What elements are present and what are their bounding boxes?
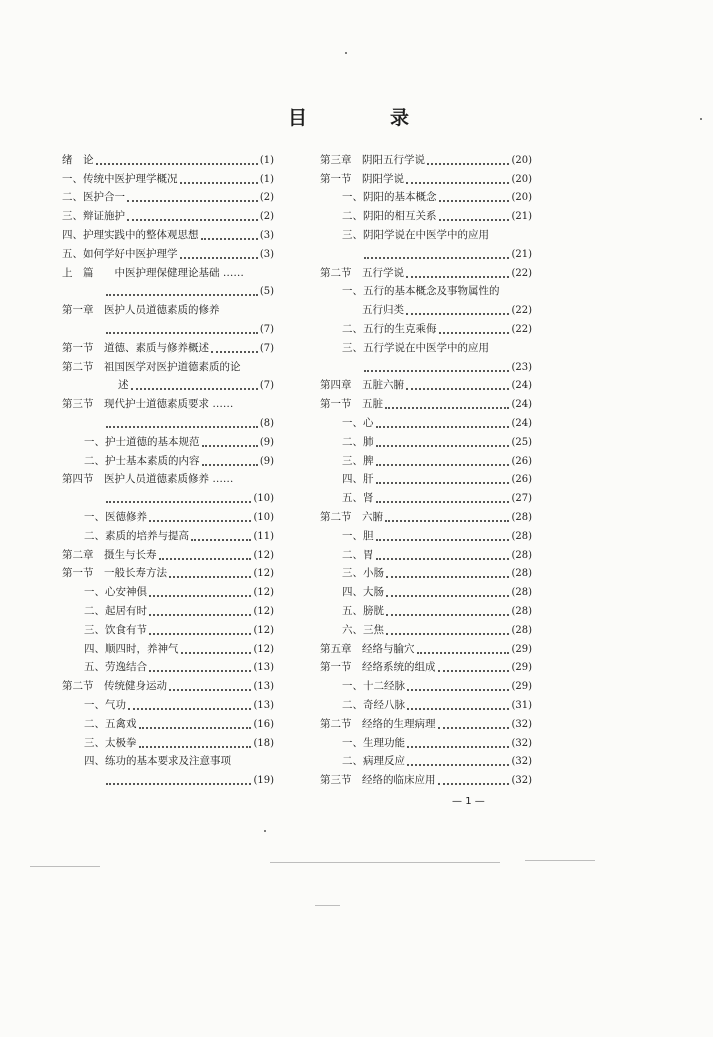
toc-entry-page: (22) xyxy=(511,267,532,279)
toc-entry-page: (13) xyxy=(253,662,274,674)
toc-entry-page: (32) xyxy=(511,718,532,730)
toc-entry-page: (13) xyxy=(253,681,274,693)
toc-entry-label: 三、五行学说在中医学中的应用 xyxy=(342,341,489,354)
dot-leader xyxy=(376,501,510,503)
dot-leader xyxy=(364,370,509,372)
toc-entry xyxy=(320,167,532,186)
toc-entry xyxy=(320,637,532,656)
dot-leader xyxy=(149,633,251,635)
dot-leader xyxy=(439,219,510,221)
toc-entry xyxy=(62,486,274,505)
toc-entry xyxy=(320,768,532,787)
dot-leader xyxy=(180,182,258,184)
toc-entry xyxy=(320,317,532,336)
toc-entry-label: 一、心 xyxy=(342,416,374,429)
toc-entry-label: 三、小肠 xyxy=(342,567,384,580)
toc-entry xyxy=(320,562,532,581)
toc-entry xyxy=(320,731,532,750)
dot-leader xyxy=(406,276,509,278)
toc-entry-label: 二、五禽戏 xyxy=(84,717,137,730)
toc-entry-page: (19) xyxy=(253,775,274,787)
toc-entry-page: (20) xyxy=(511,192,532,204)
toc-entry-page: (22) xyxy=(511,305,532,317)
toc-entry-label: 第一章 医护人员道德素质的修养 xyxy=(62,304,220,317)
toc-entry xyxy=(62,580,274,599)
dot-leader xyxy=(386,595,509,597)
toc-entry-page: (20) xyxy=(511,154,532,166)
toc-entry-page: (9) xyxy=(259,455,274,467)
toc-entry xyxy=(320,599,532,618)
toc-entry-label: 五、膀胱 xyxy=(342,604,384,617)
toc-entry-label: 第二节 祖国医学对医护道德素质的论 xyxy=(62,360,241,373)
toc-entry xyxy=(62,411,274,430)
toc-entry xyxy=(320,411,532,430)
toc-entry-page: (28) xyxy=(511,624,532,636)
toc-entry-label: 绪 论 xyxy=(62,153,94,166)
dot-leader xyxy=(169,576,251,578)
toc-entry-label: 五、肾 xyxy=(342,492,374,505)
dot-leader xyxy=(106,501,251,503)
dot-leader xyxy=(106,426,258,428)
dot-leader xyxy=(406,182,509,184)
dot-leader xyxy=(106,783,251,785)
toc-entry xyxy=(320,204,532,223)
toc-entry-page: (32) xyxy=(511,775,532,787)
toc-entry xyxy=(320,355,532,374)
toc-entry-page: (18) xyxy=(253,737,274,749)
toc-entry xyxy=(62,712,274,731)
toc-entry-label: 五、劳逸结合 xyxy=(84,661,147,674)
toc-entry xyxy=(62,505,274,524)
toc-entry-label: 第三节 现代护士道德素质要求 …… xyxy=(62,398,234,411)
toc-entry-page: (10) xyxy=(253,493,274,505)
toc-entry-label: 一、气功 xyxy=(84,698,126,711)
toc-entry-page: (5) xyxy=(259,286,274,298)
toc-entry-page: (25) xyxy=(511,436,532,448)
toc-entry xyxy=(62,599,274,618)
dot-leader xyxy=(106,332,258,334)
toc-entry xyxy=(320,148,532,167)
dot-leader xyxy=(407,764,509,766)
toc-entry xyxy=(62,543,274,562)
toc-entry xyxy=(320,430,532,449)
scan-speck xyxy=(700,118,702,120)
toc-entry xyxy=(62,674,274,693)
toc-entry-page: (11) xyxy=(253,530,274,542)
toc-entry xyxy=(62,167,274,186)
toc-entry xyxy=(62,618,274,637)
toc-entry-page: (12) xyxy=(253,605,274,617)
toc-entry xyxy=(62,430,274,449)
toc-entry-page: (3) xyxy=(259,229,274,241)
toc-entry xyxy=(62,204,274,223)
toc-entry-page: (12) xyxy=(253,587,274,599)
toc-entry-label: 第一节 一般长寿方法 xyxy=(62,567,167,580)
toc-entry-label: 第一节 道德、素质与修养概述 xyxy=(62,341,209,354)
toc-entry xyxy=(62,468,274,487)
toc-entry xyxy=(62,637,274,656)
toc-entry xyxy=(320,524,532,543)
toc-entry-label: 一、护士道德的基本规范 xyxy=(84,435,200,448)
toc-entry-label: 二、奇经八脉 xyxy=(342,698,405,711)
toc-entry-page: (12) xyxy=(253,643,274,655)
toc-entry xyxy=(320,449,532,468)
toc-entry-page: (2) xyxy=(259,192,274,204)
toc-entry-label: 第四章 五脏六腑 xyxy=(320,379,404,392)
toc-entry-page: (7) xyxy=(259,342,274,354)
dot-leader xyxy=(376,558,510,560)
toc-entry-label: 三、太极拳 xyxy=(84,736,137,749)
toc-entry-label: 二、肺 xyxy=(342,435,374,448)
toc-entry-page: (1) xyxy=(259,154,274,166)
toc-entry-label: 第三节 经络的临床应用 xyxy=(320,774,436,787)
scan-line xyxy=(30,866,100,867)
toc-entry-label: 一、医德修养 xyxy=(84,510,147,523)
toc-entry-page: (24) xyxy=(511,417,532,429)
toc-entry-label: 第二节 六腑 xyxy=(320,510,383,523)
toc-entry xyxy=(62,280,274,299)
dot-leader xyxy=(139,727,252,729)
toc-entry-page: (12) xyxy=(253,549,274,561)
toc-entry-label: 一、阴阳的基本概念 xyxy=(342,191,437,204)
dot-leader xyxy=(169,689,251,691)
dot-leader xyxy=(202,445,258,447)
toc-entry xyxy=(320,580,532,599)
toc-entry-label: 六、三焦 xyxy=(342,623,384,636)
dot-leader xyxy=(438,783,510,785)
toc-entry-label: 二、素质的培养与提高 xyxy=(84,529,189,542)
toc-entry-page: (24) xyxy=(511,399,532,411)
toc-entry-page: (12) xyxy=(253,568,274,580)
toc-entry xyxy=(62,656,274,675)
toc-entry-page: (29) xyxy=(511,662,532,674)
toc-entry-page: (7) xyxy=(259,323,274,335)
dot-leader xyxy=(417,652,510,654)
toc-entry-page: (28) xyxy=(511,549,532,561)
toc-entry xyxy=(62,186,274,205)
toc-entry-page: (2) xyxy=(259,211,274,223)
toc-entry-page: (13) xyxy=(253,699,274,711)
toc-entry xyxy=(62,223,274,242)
dot-leader xyxy=(407,708,509,710)
toc-entry xyxy=(62,355,274,374)
toc-entry-page: (24) xyxy=(511,380,532,392)
dot-leader xyxy=(128,708,251,710)
toc-entry-page: (26) xyxy=(511,474,532,486)
dot-leader xyxy=(139,746,252,748)
toc-entry-page: (16) xyxy=(253,718,274,730)
dot-leader xyxy=(376,482,510,484)
toc-entry xyxy=(62,562,274,581)
toc-entry-label: 二、胃 xyxy=(342,548,374,561)
dot-leader xyxy=(376,445,510,447)
toc-entry-label: 五、如何学好中医护理学 xyxy=(62,247,178,260)
toc-entry-label: 述 xyxy=(118,379,129,392)
toc-entry xyxy=(62,374,274,393)
scan-line xyxy=(525,860,595,861)
toc-entry xyxy=(320,374,532,393)
dot-leader xyxy=(386,614,509,616)
toc-entry xyxy=(62,317,274,336)
toc-entry-label: 一、五行的基本概念及事物属性的 xyxy=(342,285,500,298)
toc-entry-label: 二、护士基本素质的内容 xyxy=(84,454,200,467)
toc-entry-label: 第二节 经络的生理病理 xyxy=(320,717,436,730)
toc-right-column xyxy=(320,148,532,787)
toc-entry xyxy=(62,693,274,712)
toc-entry xyxy=(62,242,274,261)
toc-entry xyxy=(62,524,274,543)
dot-leader xyxy=(131,388,258,390)
dot-leader xyxy=(106,294,258,296)
toc-entry-page: (28) xyxy=(511,587,532,599)
toc-entry-label: 第一节 阴阳学说 xyxy=(320,172,404,185)
toc-entry xyxy=(320,242,532,261)
toc-entry xyxy=(320,750,532,769)
toc-entry-label: 上 篇 中医护理保健理论基础 …… xyxy=(62,266,244,279)
scan-line xyxy=(315,905,340,906)
dot-leader xyxy=(127,219,258,221)
toc-entry-page: (28) xyxy=(511,568,532,580)
toc-entry-page: (22) xyxy=(511,323,532,335)
toc-entry-label: 四、护理实践中的整体观思想 xyxy=(62,228,199,241)
toc-entry-page: (23) xyxy=(511,361,532,373)
dot-leader xyxy=(439,200,510,202)
toc-entry-label: 第二章 摄生与长寿 xyxy=(62,548,157,561)
toc-entry-label: 二、起居有时 xyxy=(84,604,147,617)
toc-entry xyxy=(62,392,274,411)
toc-entry xyxy=(62,750,274,769)
dot-leader xyxy=(376,464,510,466)
toc-entry-label: 一、十二经脉 xyxy=(342,680,405,693)
toc-entry-label: 一、传统中医护理学概况 xyxy=(62,172,178,185)
toc-entry xyxy=(62,449,274,468)
toc-entry-page: (9) xyxy=(259,436,274,448)
toc-entry-label: 第一节 经络系统的组成 xyxy=(320,661,436,674)
dot-leader xyxy=(127,200,258,202)
toc-entry-label: 第三章 阴阳五行学说 xyxy=(320,153,425,166)
dot-leader xyxy=(149,670,251,672)
toc-entry-page: (28) xyxy=(511,511,532,523)
toc-entry-label: 三、辩证施护 xyxy=(62,210,125,223)
dot-leader xyxy=(407,746,509,748)
dot-leader xyxy=(407,689,509,691)
toc-entry-page: (12) xyxy=(253,624,274,636)
toc-entry xyxy=(320,656,532,675)
toc-entry-page: (32) xyxy=(511,756,532,768)
toc-entry-page: (20) xyxy=(511,173,532,185)
toc-entry xyxy=(320,486,532,505)
toc-entry-label: 二、病理反应 xyxy=(342,755,405,768)
toc-entry-page: (10) xyxy=(253,511,274,523)
toc-entry-label: 一、生理功能 xyxy=(342,736,405,749)
toc-entry-label: 三、阴阳学说在中医学中的应用 xyxy=(342,228,489,241)
toc-entry-label: 四、顺四时，养神气 xyxy=(84,642,179,655)
toc-entry xyxy=(320,186,532,205)
dot-leader xyxy=(427,163,509,165)
toc-entry-page: (27) xyxy=(511,493,532,505)
toc-entry xyxy=(320,280,532,299)
toc-entry xyxy=(320,392,532,411)
toc-entry-page: (21) xyxy=(511,211,532,223)
dot-leader xyxy=(406,388,509,390)
toc-entry xyxy=(320,298,532,317)
dot-leader xyxy=(201,238,258,240)
toc-entry-label: 一、心安神俱 xyxy=(84,586,147,599)
toc-entry-page: (8) xyxy=(259,417,274,429)
toc-entry-label: 一、胆 xyxy=(342,529,374,542)
dot-leader xyxy=(376,426,510,428)
dot-leader xyxy=(386,633,509,635)
scan-line xyxy=(270,862,500,863)
dot-leader xyxy=(211,351,258,353)
toc-entry-label: 四、肝 xyxy=(342,473,374,486)
toc-entry-page: (3) xyxy=(259,248,274,260)
toc-entry-page: (28) xyxy=(511,605,532,617)
toc-entry xyxy=(320,468,532,487)
toc-entry-page: (7) xyxy=(259,380,274,392)
toc-entry xyxy=(62,148,274,167)
toc-entry-label: 二、五行的生克乘侮 xyxy=(342,322,437,335)
toc-entry-page: (32) xyxy=(511,737,532,749)
toc-entry-label: 二、医护合一 xyxy=(62,191,125,204)
toc-entry xyxy=(62,298,274,317)
dot-leader xyxy=(149,520,251,522)
toc-entry xyxy=(320,618,532,637)
toc-entry-label: 第四节 医护人员道德素质修养 …… xyxy=(62,473,234,486)
toc-entry xyxy=(62,261,274,280)
dot-leader xyxy=(202,464,258,466)
dot-leader xyxy=(385,407,509,409)
toc-entry-label: 第二节 传统健身运动 xyxy=(62,680,167,693)
toc-left-column xyxy=(62,148,274,787)
page-title: 目 录 xyxy=(287,107,441,129)
toc-entry-label: 第五章 经络与腧穴 xyxy=(320,642,415,655)
toc-entry-label: 三、脾 xyxy=(342,454,374,467)
toc-entry xyxy=(320,674,532,693)
dot-leader xyxy=(376,539,510,541)
scan-speck xyxy=(345,52,347,54)
scan-speck xyxy=(264,830,266,832)
toc-entry-label: 三、饮食有节 xyxy=(84,623,147,636)
dot-leader xyxy=(406,313,509,315)
dot-leader xyxy=(386,576,509,578)
dot-leader xyxy=(438,670,510,672)
dot-leader xyxy=(385,520,509,522)
toc-entry-label: 第一节 五脏 xyxy=(320,398,383,411)
dot-leader xyxy=(149,595,251,597)
dot-leader xyxy=(191,539,251,541)
toc-entry-label: 四、练功的基本要求及注意事项 xyxy=(84,755,231,768)
dot-leader xyxy=(180,257,258,259)
dot-leader xyxy=(439,332,510,334)
toc-entry xyxy=(320,261,532,280)
toc-entry-label: 五行归类 xyxy=(362,304,404,317)
toc-entry xyxy=(320,336,532,355)
dot-leader xyxy=(149,614,251,616)
toc-entry xyxy=(320,505,532,524)
toc-entry-page: (29) xyxy=(511,643,532,655)
toc-entry xyxy=(320,693,532,712)
toc-entry-label: 四、大肠 xyxy=(342,586,384,599)
toc-entry xyxy=(62,336,274,355)
toc-entry-page: (26) xyxy=(511,455,532,467)
page-number: — 1 — xyxy=(452,796,485,807)
dot-leader xyxy=(438,727,510,729)
toc-entry xyxy=(320,543,532,562)
toc-entry-label: 二、阴阳的相互关系 xyxy=(342,210,437,223)
toc-entry xyxy=(320,712,532,731)
toc-entry-label: 第二节 五行学说 xyxy=(320,266,404,279)
toc-entry-page: (28) xyxy=(511,530,532,542)
toc-entry-page: (29) xyxy=(511,681,532,693)
dot-leader xyxy=(159,558,252,560)
dot-leader xyxy=(364,257,509,259)
toc-entry xyxy=(62,731,274,750)
toc-entry xyxy=(320,223,532,242)
dot-leader xyxy=(96,163,258,165)
dot-leader xyxy=(181,652,252,654)
toc-entry-page: (21) xyxy=(511,248,532,260)
toc-entry-page: (1) xyxy=(259,173,274,185)
toc-entry-page: (31) xyxy=(511,699,532,711)
toc-entry xyxy=(62,768,274,787)
